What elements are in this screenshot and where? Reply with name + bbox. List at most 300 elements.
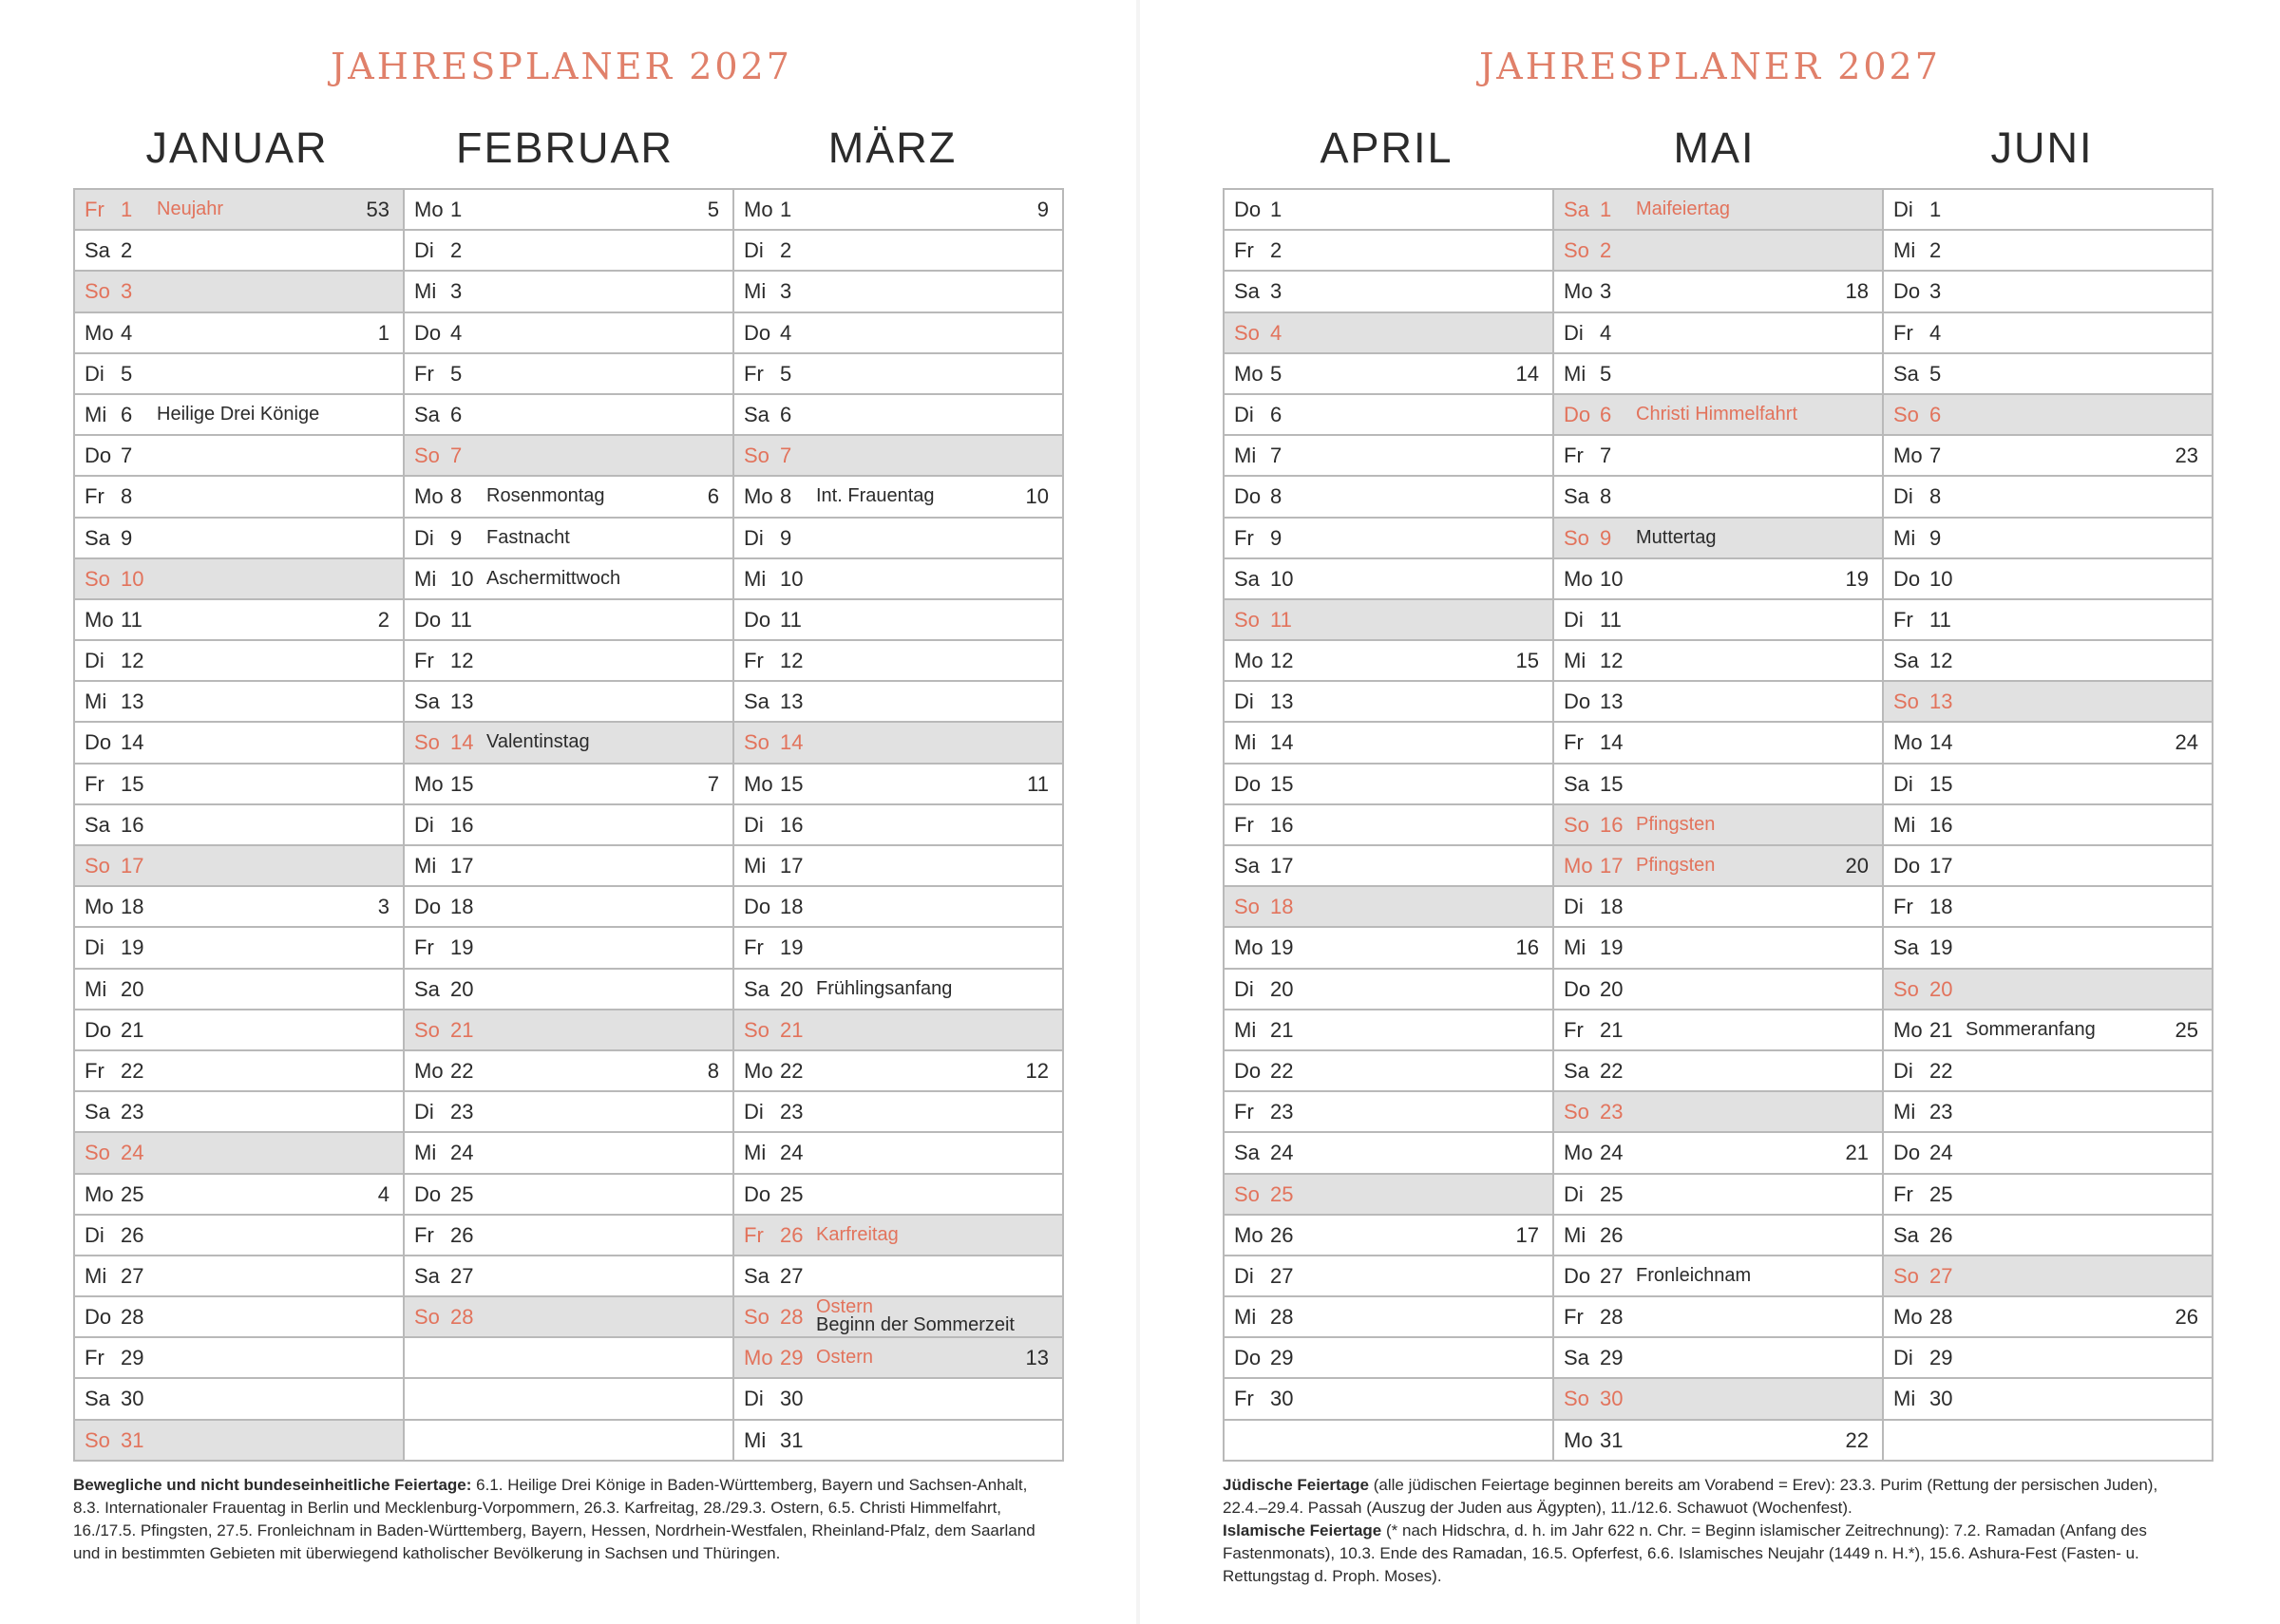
day-cell[interactable] <box>75 395 403 436</box>
day-cell[interactable] <box>75 1175 403 1216</box>
day-cell[interactable] <box>1884 1297 2212 1338</box>
day-cell[interactable] <box>405 1216 732 1256</box>
month-column <box>1554 190 1884 1462</box>
day-cell[interactable] <box>405 559 732 600</box>
day-cell[interactable] <box>75 1256 403 1297</box>
day-cell[interactable] <box>1225 272 1552 312</box>
day-number: 13 <box>1270 689 1294 714</box>
day-cell[interactable] <box>1554 928 1882 969</box>
day-cell[interactable] <box>75 1338 403 1379</box>
day-cell[interactable] <box>405 765 732 805</box>
day-number: 9 <box>1270 525 1282 550</box>
day-number: 31 <box>1600 1427 1624 1452</box>
day-cell[interactable] <box>75 887 403 928</box>
day-cell[interactable] <box>1884 519 2212 559</box>
day-cell[interactable] <box>1225 846 1552 887</box>
day-cell[interactable] <box>734 313 1062 354</box>
day-number: 18 <box>121 895 144 919</box>
weekday-label: So <box>744 1017 770 1042</box>
day-cell[interactable] <box>75 313 403 354</box>
day-number: 29 <box>1600 1346 1624 1370</box>
day-cell[interactable] <box>1554 354 1882 395</box>
day-number: 16 <box>1270 812 1294 837</box>
day-number: 27 <box>1270 1263 1294 1288</box>
day-cell[interactable] <box>75 1133 403 1174</box>
event-label: Neujahr <box>157 198 224 219</box>
week-number: 22 <box>1845 1427 1869 1452</box>
calendar-grid-right <box>1223 188 2214 1462</box>
footer-jewish-heading: Jüdische Feiertage <box>1223 1476 1370 1494</box>
weekday-label: Mi <box>1234 1305 1257 1330</box>
day-cell[interactable] <box>1225 928 1552 969</box>
day-cell[interactable] <box>1225 190 1552 231</box>
weekday-label: Fr <box>1234 1387 1254 1411</box>
day-cell[interactable] <box>1225 354 1552 395</box>
weekday-label: Sa <box>1564 1346 1589 1370</box>
day-cell[interactable] <box>734 1092 1062 1133</box>
day-cell[interactable] <box>1884 682 2212 723</box>
day-cell[interactable] <box>734 190 1062 231</box>
empty-cell <box>405 1338 732 1379</box>
day-cell[interactable] <box>75 1421 403 1462</box>
day-cell[interactable] <box>734 1256 1062 1297</box>
day-number: 15 <box>450 771 474 796</box>
day-cell[interactable] <box>1884 1338 2212 1379</box>
weekday-label: So <box>1234 320 1260 345</box>
event-label: Fronleichnam <box>1636 1264 1752 1286</box>
day-cell[interactable] <box>734 723 1062 764</box>
day-cell[interactable] <box>405 846 732 887</box>
day-cell[interactable] <box>1225 231 1552 272</box>
day-number: 13 <box>780 689 804 714</box>
day-cell[interactable] <box>1225 1379 1552 1420</box>
day-cell[interactable] <box>734 519 1062 559</box>
day-number: 20 <box>1600 976 1624 1001</box>
day-cell[interactable] <box>734 887 1062 928</box>
day-cell[interactable] <box>1554 559 1882 600</box>
day-cell[interactable] <box>405 1175 732 1216</box>
day-cell[interactable] <box>1884 559 2212 600</box>
day-cell[interactable] <box>75 1216 403 1256</box>
day-number: 5 <box>450 361 463 386</box>
day-cell[interactable] <box>405 1133 732 1174</box>
day-cell[interactable] <box>734 395 1062 436</box>
day-cell[interactable] <box>1884 436 2212 477</box>
day-number: 24 <box>121 1141 144 1165</box>
day-cell[interactable] <box>1554 395 1882 436</box>
day-number: 21 <box>780 1017 804 1042</box>
day-cell[interactable] <box>75 1092 403 1133</box>
day-cell[interactable] <box>734 970 1062 1010</box>
day-cell[interactable] <box>75 970 403 1010</box>
day-cell[interactable] <box>1225 1175 1552 1216</box>
weekday-label: So <box>1893 402 1919 426</box>
day-cell[interactable] <box>1884 1133 2212 1174</box>
day-cell[interactable] <box>405 1051 732 1092</box>
day-cell[interactable] <box>734 1297 1062 1338</box>
day-number: 5 <box>1600 361 1612 386</box>
month-name: MAI <box>1673 123 1756 172</box>
day-cell[interactable] <box>405 600 732 641</box>
day-number: 18 <box>1270 895 1294 919</box>
day-cell[interactable] <box>75 928 403 969</box>
weekday-label: So <box>85 854 110 878</box>
day-cell[interactable] <box>734 1216 1062 1256</box>
day-cell[interactable] <box>1554 1379 1882 1420</box>
day-cell[interactable] <box>1225 723 1552 764</box>
day-cell[interactable] <box>405 1010 732 1051</box>
day-cell[interactable] <box>405 1092 732 1133</box>
weekday-label: Sa <box>414 1263 440 1288</box>
weekday-label: Mo <box>1893 1305 1923 1330</box>
day-cell[interactable] <box>734 600 1062 641</box>
day-cell[interactable] <box>1884 928 2212 969</box>
day-cell[interactable] <box>1225 477 1552 518</box>
day-cell[interactable] <box>75 559 403 600</box>
day-cell[interactable] <box>75 641 403 682</box>
week-number: 14 <box>1515 361 1539 386</box>
day-cell[interactable] <box>1884 272 2212 312</box>
day-cell[interactable] <box>734 272 1062 312</box>
day-cell[interactable] <box>405 313 732 354</box>
day-number: 10 <box>1600 566 1624 591</box>
event-label: Pfingsten <box>1636 813 1716 835</box>
day-cell[interactable] <box>1554 1297 1882 1338</box>
day-cell[interactable] <box>75 682 403 723</box>
day-cell[interactable] <box>734 641 1062 682</box>
day-cell[interactable] <box>1225 1051 1552 1092</box>
planner-title-right: JAHRESPLANER 2027 <box>1479 46 1941 87</box>
day-cell[interactable] <box>75 354 403 395</box>
day-cell[interactable] <box>1884 231 2212 272</box>
week-number: 6 <box>707 484 719 509</box>
day-cell[interactable] <box>1554 765 1882 805</box>
day-number: 20 <box>1929 976 1953 1001</box>
day-cell[interactable] <box>1884 805 2212 846</box>
weekday-label: Do <box>1234 1346 1262 1370</box>
day-cell[interactable] <box>75 436 403 477</box>
weekday-label: Di <box>1893 1058 1913 1083</box>
day-cell[interactable] <box>734 1010 1062 1051</box>
day-cell[interactable] <box>75 723 403 764</box>
day-number: 24 <box>450 1141 474 1165</box>
weekday-label: So <box>1893 689 1919 714</box>
day-cell[interactable] <box>1554 1133 1882 1174</box>
event-label: Christi Himmelfahrt <box>1636 403 1798 425</box>
day-cell[interactable] <box>1884 477 2212 518</box>
day-cell[interactable] <box>1225 1010 1552 1051</box>
day-cell[interactable] <box>1554 1010 1882 1051</box>
day-cell[interactable] <box>405 641 732 682</box>
day-cell[interactable] <box>1884 1175 2212 1216</box>
day-cell[interactable] <box>75 190 403 231</box>
day-cell[interactable] <box>1225 1297 1552 1338</box>
day-number: 26 <box>780 1222 804 1247</box>
day-cell[interactable] <box>405 190 732 231</box>
week-number: 5 <box>707 198 719 221</box>
right-page <box>1140 0 2280 1624</box>
day-cell[interactable] <box>405 354 732 395</box>
weekday-label: Mi <box>1564 935 1586 960</box>
weekday-label: Sa <box>1893 361 1919 386</box>
day-number: 26 <box>1600 1222 1624 1247</box>
day-cell[interactable] <box>1884 1051 2212 1092</box>
day-number: 29 <box>1270 1346 1294 1370</box>
day-cell[interactable] <box>405 477 732 518</box>
weekday-label: Fr <box>414 1222 434 1247</box>
event-label: Ostern <box>816 1347 874 1369</box>
day-number: 12 <box>121 649 144 673</box>
day-number: 22 <box>121 1058 144 1083</box>
day-cell[interactable] <box>1225 559 1552 600</box>
day-cell[interactable] <box>1884 641 2212 682</box>
day-cell[interactable] <box>1554 723 1882 764</box>
day-number: 20 <box>450 976 474 1001</box>
week-number: 3 <box>377 895 390 919</box>
day-cell[interactable] <box>1225 1256 1552 1297</box>
day-cell[interactable] <box>405 272 732 312</box>
day-cell[interactable] <box>734 1133 1062 1174</box>
day-cell[interactable] <box>1884 1092 2212 1133</box>
day-cell[interactable] <box>1225 970 1552 1010</box>
day-number: 15 <box>1929 771 1953 796</box>
day-cell[interactable] <box>734 477 1062 518</box>
weekday-label: So <box>744 1305 770 1330</box>
day-number: 16 <box>1929 812 1953 837</box>
day-cell[interactable] <box>75 477 403 518</box>
weekday-label: Sa <box>414 402 440 426</box>
day-cell[interactable] <box>75 519 403 559</box>
day-cell[interactable] <box>1225 436 1552 477</box>
day-number: 26 <box>1929 1222 1953 1247</box>
weekday-label: Fr <box>85 198 104 221</box>
day-cell[interactable] <box>1884 1256 2212 1297</box>
day-number: 3 <box>1600 279 1612 304</box>
day-cell[interactable] <box>1554 272 1882 312</box>
day-cell[interactable] <box>75 1010 403 1051</box>
day-cell[interactable] <box>75 272 403 312</box>
weekday-label: Mi <box>414 854 437 878</box>
day-cell[interactable] <box>1884 313 2212 354</box>
day-number: 30 <box>780 1387 804 1411</box>
day-cell[interactable] <box>1554 231 1882 272</box>
weekday-label: Do <box>414 320 442 345</box>
weekday-label: Fr <box>744 1222 764 1247</box>
day-cell[interactable] <box>1225 1092 1552 1133</box>
day-cell[interactable] <box>1225 1338 1552 1379</box>
day-cell[interactable] <box>75 1297 403 1338</box>
day-cell[interactable] <box>1884 970 2212 1010</box>
weekday-label: Mi <box>1893 238 1916 263</box>
month-name: FEBRUAR <box>455 123 674 172</box>
day-cell[interactable] <box>1225 682 1552 723</box>
day-cell[interactable] <box>734 1379 1062 1420</box>
day-cell[interactable] <box>734 559 1062 600</box>
footer-left-heading: Bewegliche und nicht bundeseinheitliche Feiertage: <box>73 1476 472 1494</box>
day-cell[interactable] <box>405 928 732 969</box>
day-cell[interactable] <box>405 805 732 846</box>
weekday-label: Fr <box>1564 1305 1584 1330</box>
weekday-label: Sa <box>744 976 770 1001</box>
day-number: 21 <box>121 1017 144 1042</box>
day-cell[interactable] <box>1554 887 1882 928</box>
day-cell[interactable] <box>1225 600 1552 641</box>
day-cell[interactable] <box>1225 1133 1552 1174</box>
day-cell[interactable] <box>1554 970 1882 1010</box>
day-cell[interactable] <box>1554 1421 1882 1462</box>
weekday-label: Sa <box>85 238 110 263</box>
day-cell[interactable] <box>75 805 403 846</box>
weekday-label: So <box>414 1305 440 1330</box>
weekday-label: Mi <box>1564 1222 1586 1247</box>
footer-islamic-heading: Islamische Feiertage <box>1223 1521 1382 1539</box>
weekday-label: Do <box>85 444 112 468</box>
day-cell[interactable] <box>734 1051 1062 1092</box>
day-cell[interactable] <box>734 231 1062 272</box>
day-cell[interactable] <box>75 1051 403 1092</box>
day-number: 22 <box>1600 1058 1624 1083</box>
day-cell[interactable] <box>1554 600 1882 641</box>
day-number: 5 <box>780 361 792 386</box>
week-number: 16 <box>1515 935 1539 960</box>
day-cell[interactable] <box>1225 641 1552 682</box>
day-number: 24 <box>780 1141 804 1165</box>
day-number: 12 <box>1600 649 1624 673</box>
day-number: 6 <box>1600 402 1612 426</box>
day-cell[interactable] <box>1884 600 2212 641</box>
day-number: 8 <box>450 484 463 509</box>
day-cell[interactable] <box>734 1338 1062 1379</box>
day-cell[interactable] <box>1884 723 2212 764</box>
day-cell[interactable] <box>734 805 1062 846</box>
day-cell[interactable] <box>1225 887 1552 928</box>
weekday-label: Sa <box>1564 771 1589 796</box>
day-cell[interactable] <box>1225 313 1552 354</box>
weekday-label: Do <box>744 1181 771 1206</box>
day-cell[interactable] <box>405 682 732 723</box>
week-number: 10 <box>1025 484 1049 509</box>
day-cell[interactable] <box>1884 765 2212 805</box>
weekday-label: Fr <box>1893 895 1913 919</box>
day-number: 1 <box>450 198 463 221</box>
day-cell[interactable] <box>75 765 403 805</box>
day-cell[interactable] <box>1225 765 1552 805</box>
day-cell[interactable] <box>1884 1216 2212 1256</box>
day-cell[interactable] <box>1554 1338 1882 1379</box>
day-cell[interactable] <box>1554 190 1882 231</box>
weekday-label: So <box>1893 976 1919 1001</box>
day-cell[interactable] <box>1884 354 2212 395</box>
weekday-label: So <box>1893 1263 1919 1288</box>
day-cell[interactable] <box>1225 805 1552 846</box>
weekday-label: So <box>1234 895 1260 919</box>
event-label: Frühlingsanfang <box>816 977 953 999</box>
day-cell[interactable] <box>1554 1256 1882 1297</box>
day-cell[interactable] <box>405 887 732 928</box>
day-number: 17 <box>121 854 144 878</box>
day-number: 3 <box>1270 279 1282 304</box>
day-cell[interactable] <box>1225 395 1552 436</box>
day-cell[interactable] <box>1884 190 2212 231</box>
day-cell[interactable] <box>1884 1379 2212 1420</box>
day-cell[interactable] <box>734 928 1062 969</box>
day-cell[interactable] <box>1884 395 2212 436</box>
day-cell[interactable] <box>1554 1092 1882 1133</box>
day-number: 11 <box>1600 607 1622 632</box>
day-number: 15 <box>121 771 144 796</box>
day-number: 20 <box>121 976 144 1001</box>
footer-islamic-text: (* nach Hidschra, d. h. im Jahr 622 n. Chr. = Beginn islamischer Zeitrechnung): 7.2. Ramadan (Anfang des Fastenmonats), 10.3. Ende des Ramadan, 16.5. Opferfest, 6.6. Islamisches Neujahr (1449 n. H.*), 15.6. Ashura-Fest (Fasten- u. Rettungstag d. Proph. Moses). <box>1223 1521 2147 1585</box>
day-cell[interactable] <box>1554 436 1882 477</box>
day-number: 8 <box>1270 484 1282 509</box>
month-column <box>405 190 734 1462</box>
day-cell[interactable] <box>75 846 403 887</box>
weekday-label: So <box>414 1017 440 1042</box>
day-cell[interactable] <box>734 682 1062 723</box>
weekday-label: So <box>414 444 440 468</box>
day-cell[interactable] <box>1225 1216 1552 1256</box>
day-cell[interactable] <box>1554 1216 1882 1256</box>
day-cell[interactable] <box>1554 641 1882 682</box>
day-cell[interactable] <box>734 1421 1062 1462</box>
day-cell[interactable] <box>1884 846 2212 887</box>
day-number: 12 <box>1270 649 1294 673</box>
day-cell[interactable] <box>405 1256 732 1297</box>
day-cell[interactable] <box>734 354 1062 395</box>
month-column <box>734 190 1064 1462</box>
day-cell[interactable] <box>75 1379 403 1420</box>
day-cell[interactable] <box>734 436 1062 477</box>
day-cell[interactable] <box>1554 1051 1882 1092</box>
day-cell[interactable] <box>1225 519 1552 559</box>
day-cell[interactable] <box>75 600 403 641</box>
day-cell[interactable] <box>405 436 732 477</box>
day-cell[interactable] <box>1884 1010 2212 1051</box>
day-cell[interactable] <box>405 395 732 436</box>
day-cell[interactable] <box>734 1175 1062 1216</box>
event-label-line2: Beginn der Sommerzeit <box>816 1314 1015 1336</box>
day-number: 1 <box>121 198 133 221</box>
day-cell[interactable] <box>405 231 732 272</box>
day-number: 12 <box>1929 649 1953 673</box>
day-cell[interactable] <box>1554 1175 1882 1216</box>
day-cell[interactable] <box>1554 682 1882 723</box>
day-cell[interactable] <box>405 1297 732 1338</box>
week-number: 25 <box>2175 1017 2198 1042</box>
day-number: 5 <box>121 361 133 386</box>
day-cell[interactable] <box>1554 519 1882 559</box>
weekday-label: Di <box>1564 607 1584 632</box>
day-cell[interactable] <box>405 970 732 1010</box>
day-number: 16 <box>121 812 144 837</box>
day-cell[interactable] <box>405 723 732 764</box>
day-cell[interactable] <box>1554 805 1882 846</box>
day-cell[interactable] <box>734 765 1062 805</box>
day-cell[interactable] <box>75 231 403 272</box>
day-number: 16 <box>1600 812 1624 837</box>
day-cell[interactable] <box>1884 887 2212 928</box>
day-cell[interactable] <box>1554 846 1882 887</box>
weekday-label: Di <box>414 812 434 837</box>
day-cell[interactable] <box>734 846 1062 887</box>
weekday-label: Fr <box>1564 444 1584 468</box>
day-cell[interactable] <box>405 519 732 559</box>
day-number: 14 <box>1929 730 1953 755</box>
day-number: 18 <box>450 895 474 919</box>
day-cell[interactable] <box>1554 477 1882 518</box>
day-cell[interactable] <box>1554 313 1882 354</box>
day-number: 18 <box>1600 895 1624 919</box>
